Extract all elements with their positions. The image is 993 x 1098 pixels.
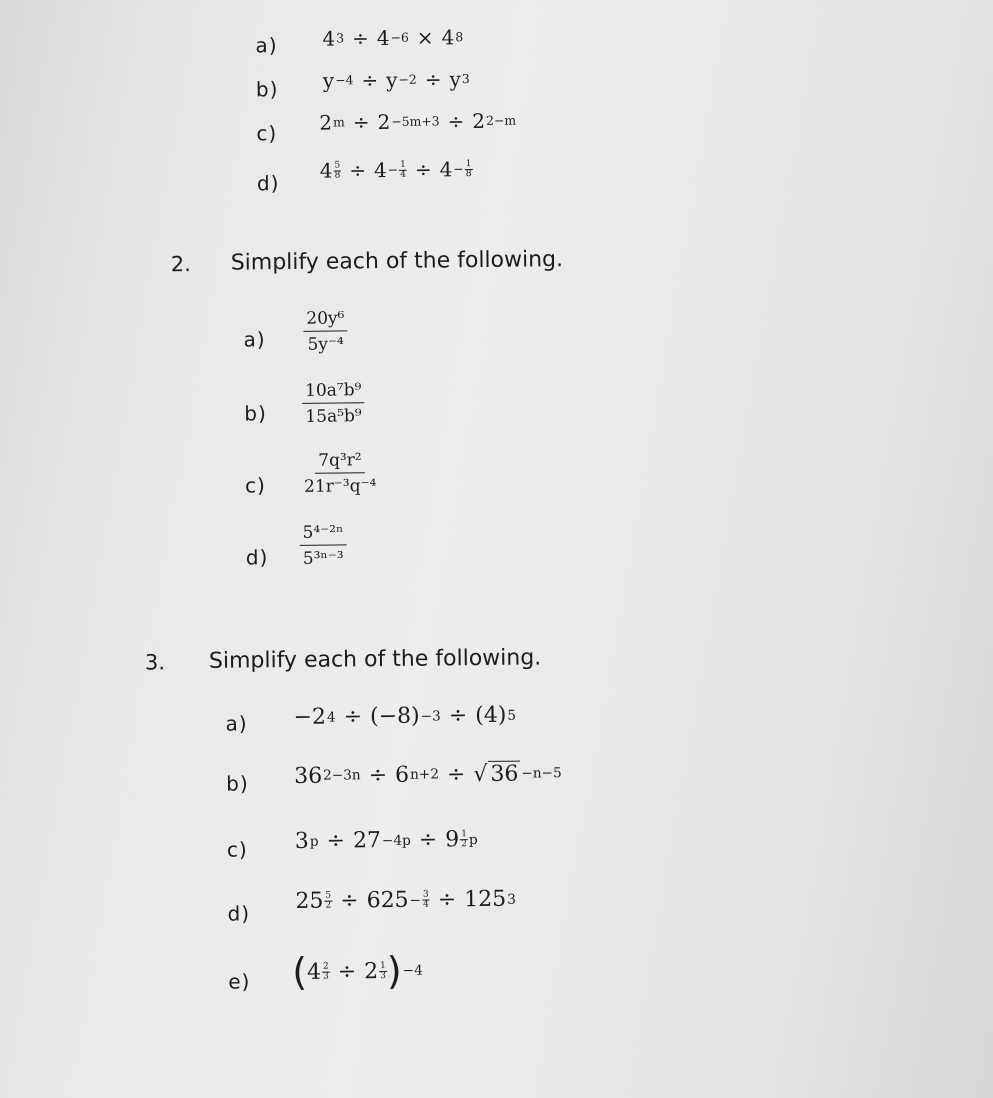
item-label: d) [227,901,251,926]
question-number: 3. [144,650,166,675]
item-label: e) [228,969,251,994]
fraction-2d: $\frac{\text{5⁴⁻²ⁿ}}{\text{5³ⁿ⁻³}}$ [299,522,346,568]
expression-3b: 36 2−3n ÷ 6 n+2 ÷ √ 36 −n−5 [294,761,562,789]
item-label: c) [226,837,248,862]
item-label: d) [256,171,280,196]
expression-1b: y −4 ÷ y −2 ÷ y 3 [322,67,470,93]
item-label: a) [225,711,248,736]
expression-1d: 4 $\frac{5}{8}$ ÷ 4 − $\frac{1}{4}$ ÷ 4 − $\frac{1}{8}$ [319,157,472,183]
question-heading: Simplify each of the following. [208,645,542,674]
item-label: d) [245,545,269,570]
expression-3d: 25 $\frac{5}{2}$ ÷ 625 − $\frac{3}{4}$ ÷ 125 3 [295,886,516,914]
fraction-2a: $\frac{\text{20y⁶}}{\text{5y⁻⁴}}$ [303,308,348,354]
expression-1a: 4 3 ÷ 4 −6 × 4 8 [322,25,464,51]
fraction-2b: $\frac{\text{10a⁷b⁹}}{\text{15a⁵b⁹}}$ [302,380,365,427]
expression-3e: ( 4 $\frac{2}{3}$ ÷ 2 1 3 ) −4 [291,948,423,994]
expression-3a: −2 4 ÷ (−8) −3 ÷ (4) 5 [293,702,517,730]
question-heading: Simplify each of the following. [230,247,564,276]
item-label: a) [243,327,266,352]
item-label: b) [226,771,249,796]
expression-3c: 3 p ÷ 27 −4p ÷ 9 1 2 p [294,827,478,854]
item-label: c) [244,473,267,498]
fraction-2c: $\frac{\text{7q³r²}}{\text{21r⁻³q⁻⁴}}$ [304,450,377,497]
item-label: b) [244,401,267,426]
item-label: a) [255,33,278,58]
item-label: c) [256,121,278,146]
question-number: 2. [170,252,191,277]
item-label: b) [255,77,279,102]
expression-1c: 2 m ÷ 2 −5m+3 ÷ 2 2−m [319,108,517,135]
